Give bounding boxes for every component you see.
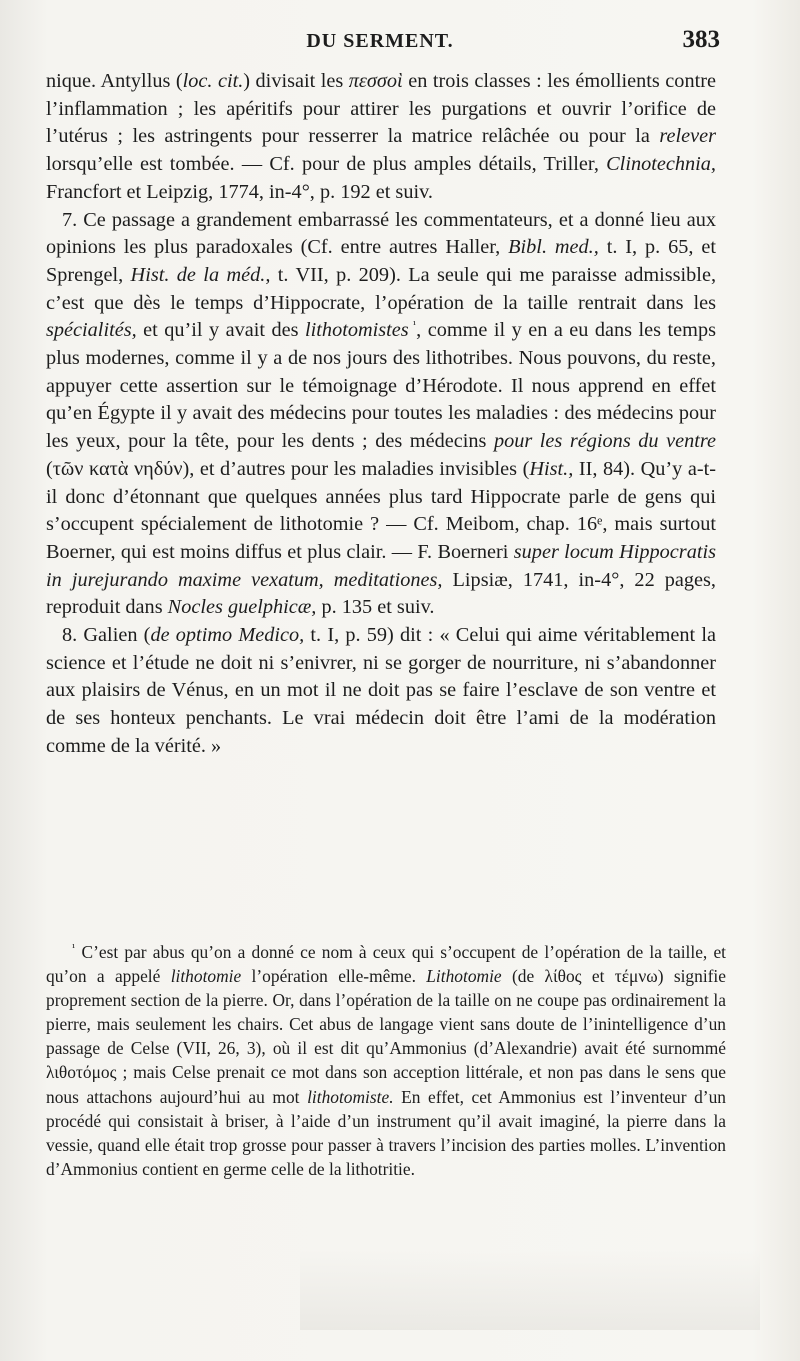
- italic-text: πεσσοὶ: [348, 70, 403, 92]
- text-run: ) divisait les: [243, 70, 349, 92]
- italic-text: pour les régions du ventre: [493, 430, 716, 453]
- footnotes: [46, 940, 726, 1181]
- text-run: Lipsiæ, 1741, in-4°, 22 pages, reproduit dans: [46, 568, 716, 619]
- italic-text: lithotomie: [170, 966, 242, 987]
- text-run: et qu’il y avait des: [136, 319, 306, 342]
- bleed-through-shadow: [300, 1250, 760, 1330]
- text-run: En effet, cet Ammonius est l’inventeur d’un procédé qui consistait à briser, à l’aide d’un instrument qu’il avait imaginé, la pierre dans la vessie, quand elle était trop grosse pour passer à travers l’incision des parties molles. L’invention d’Ammonius contient en germe celle de la lithotritie.: [46, 1086, 726, 1179]
- running-head: DU SERMENT.: [306, 30, 454, 52]
- page-number: 383: [682, 26, 720, 53]
- paragraph-note-7: [46, 207, 716, 623]
- italic-text: de optimo Medico,: [150, 624, 305, 647]
- italic-text: spécialités,: [46, 319, 137, 342]
- italic-text: relever: [659, 125, 716, 148]
- footnote-marker: ¹: [408, 319, 417, 332]
- text-run: II, 84). Qu’y a-t-il donc d’étonnant que quelques années plus tard Hippocrate parle de gens qui s’occupent spécialement de lithotomie ? — Cf. Meibom, chap. 16ᵉ, mais surtout Boerner, qui est moins diffus et plus clair. — F. Boerneri: [46, 457, 716, 563]
- footnote-1: [46, 940, 726, 1181]
- text-run: t. I, p. 59) dit : « Celui qui aime véritablement la science et l’étude ne doit ni s’enivrer, ni se gorger de nourriture, ni s’abandonner aux plaisirs de Vénus, en un mot il ne doit pas se faire l’esclave de son ventre et de ses honteux penchants. Le vrai médecin doit être l’ami de la modération comme de la vérité. »: [46, 624, 716, 757]
- italic-text: lithotomistes: [305, 319, 409, 342]
- italic-text: super locum Hippocratis in jurejurando maxime vexatum, meditationes,: [46, 540, 716, 591]
- italic-text: Hist.,: [529, 457, 574, 480]
- italic-text: Hist. de la méd.,: [130, 263, 271, 286]
- italic-text: Nocles guelphicæ,: [167, 596, 317, 619]
- text-run: Francfort et Leipzig, 1774, in-4°, p. 192 et suiv.: [46, 180, 433, 203]
- footnote-marker: ¹: [72, 942, 76, 955]
- text-run: t. VII, p. 209). La seule qui me paraisse admissible, c’est que dès le temps d’Hippocrate, l’opération de la taille rentrait dans les: [46, 263, 717, 314]
- main-text: [46, 68, 716, 761]
- text-run: C’est par abus qu’on a donné ce nom à ceux qui s’occupent de l’opération de la taille, et qu’on a appelé: [46, 942, 726, 987]
- text-run: l’opération elle-même.: [241, 966, 427, 987]
- text-run: (τῶν κατὰ νηδύν), et d’autres pour les maladies invisibles (: [46, 457, 530, 480]
- text-run: 7. Ce passage a grandement embarrassé les commentateurs, et a donné lieu aux opinions les plus paradoxales (Cf. entre autres Haller,: [46, 208, 716, 259]
- text-run: (de λίθος et τέμνω) signifie proprement section de la pierre. Or, dans l’opération de la taille on ne coupe pas ordinairement la pierre, mais seulement les chairs. Cet abus de langage vient sans doute de l’inintelligence d’un passage de Celse (VII, 26, 3), où il est dit qu’Ammonius (d’Alexandrie) avait été surnommé λιθοτόμος ; mais Celse prenait ce mot dans son acception littérale, et non pas dans le sens que nous attachons aujourd’hui au mot: [46, 966, 726, 1107]
- page-header: [46, 26, 720, 60]
- italic-text: Lithotomie: [426, 966, 502, 987]
- text-run: , comme il y en a eu dans les temps plus modernes, comme il y a de nos jours des lithotribes. Nous pouvons, du reste, appuyer cette assertion sur le témoignage d’Hérodote. Il nous apprend en effet qu’en Égypte il y avait des médecins pour toutes les maladies : des médecins pour les yeux, pour la tête, pour les dents ; des médecins: [46, 319, 716, 453]
- italic-text: lithotomiste.: [307, 1086, 394, 1107]
- paragraph-note-8: [46, 622, 716, 761]
- text-run: 8. Galien (: [62, 624, 151, 647]
- text-run: t. I, p. 65, et Sprengel,: [46, 236, 716, 286]
- text-run: lorsqu’elle est tombée. — Cf. pour de plus amples détails, Triller,: [46, 153, 607, 176]
- italic-text: loc. cit.: [182, 70, 244, 92]
- paragraph-continued: [46, 68, 716, 207]
- text-run: nique. Antyllus (: [46, 70, 183, 92]
- italic-text: Bibl. med.,: [508, 236, 599, 259]
- italic-text: Clinotechnia,: [606, 153, 716, 176]
- text-run: en trois classes : les émollients contre l’inflammation ; les apéritifs pour attirer les purgations et ouvrir l’orifice de l’utérus ; les astringents pour resserrer la matrice relâchée ou pour la: [46, 70, 716, 148]
- text-run: p. 135 et suiv.: [316, 596, 435, 619]
